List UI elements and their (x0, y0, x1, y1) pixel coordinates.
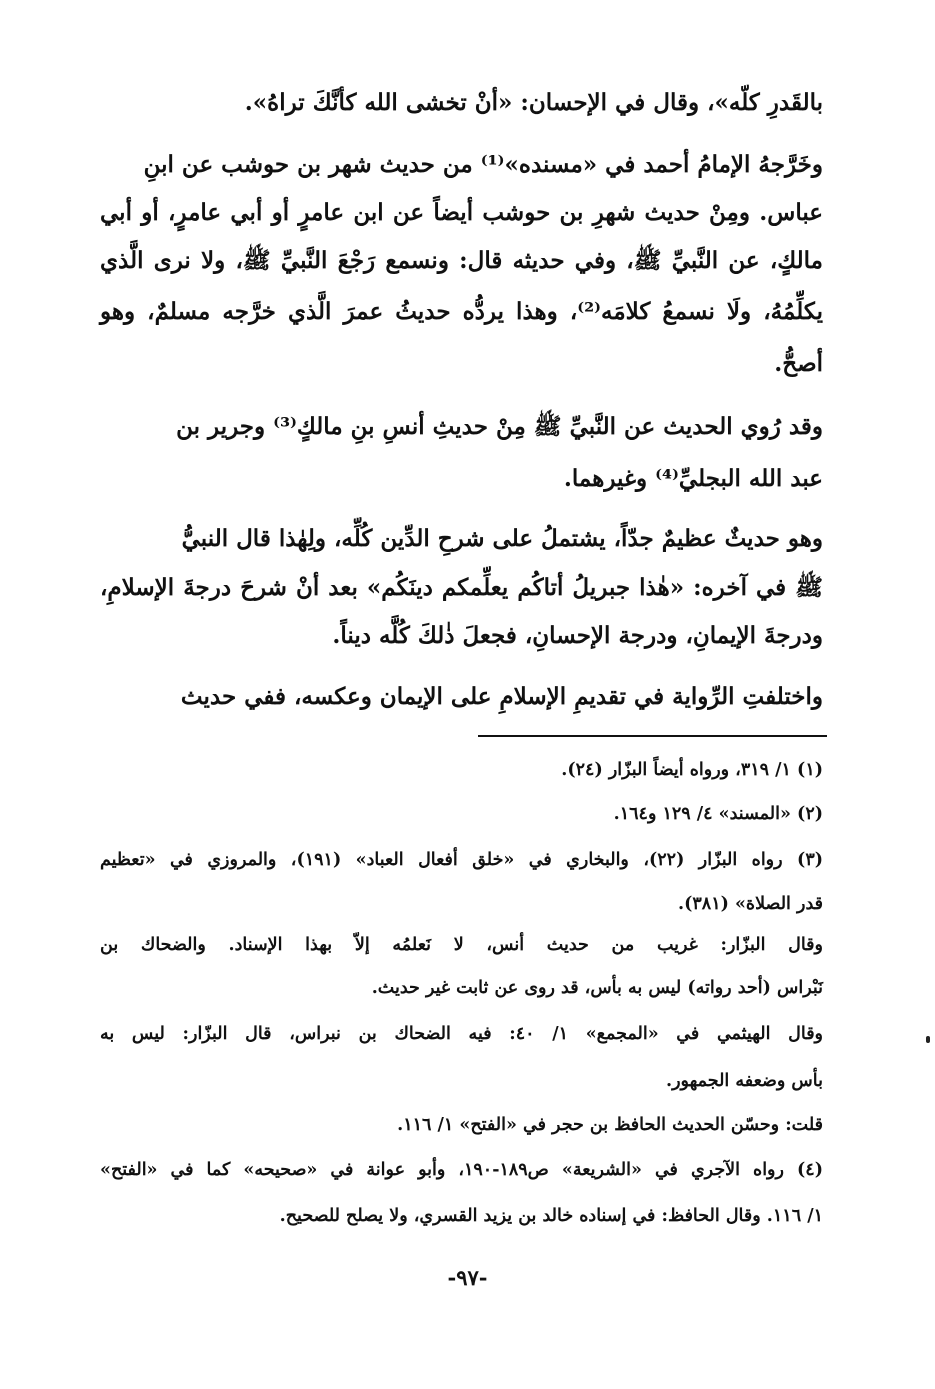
body-line: عبد الله البجليِّ⁽⁴⁾ وغيرهما. (563, 465, 823, 492)
body-line: عباس. ومِنْ حديث شهرِ بن حوشب أيضاً عن ابن عامرٍ أو أبي عامرٍ، أو أبي (100, 199, 823, 226)
footnote-line: (١) ١/ ٣١٩، ورواه أيضاً البزّار (٢٤). (561, 760, 823, 780)
footnote-line: (٣) رواه البزّار (٢٢)، والبخاري في «خلق أفعال العباد» (١٩١)، والمروزي في «تعظيم (100, 850, 823, 870)
body-line: واختلفتِ الرِّواية في تقديمِ الإسلامِ على الإيمان وعكسه، ففي حديث (180, 683, 823, 710)
body-line: مالكٍ، عن النَّبيِّ ﷺ، وفي حديثه قال: ونسمع رَجْعَ النَّبيِّ ﷺ، ولا نرى الَّذي (100, 247, 823, 274)
body-line: وخَرَّجهُ الإمامُ أحمد في «مسنده»⁽¹⁾ من حديث شهر بن حوشب عن ابنِ (143, 151, 823, 178)
body-line: بالقَدرِ كلّه»، وقال في الإحسان: «أنْ تخشى الله كأنَّكَ تراهُ». (244, 89, 823, 116)
footnote-line: بأس وضعفه الجمهور. (666, 1071, 823, 1091)
footnote-line: وقال الهيثمي في «المجمع» ١/ ٤٠: فيه الضحاك بن نبراس، قال البزّار: ليس به (100, 1024, 824, 1044)
body-line: وهو حديثٌ عظيمٌ جدّاً، يشتملُ على شرحِ الدِّين كُلِّه، ولِهٰذا قال النبيُّ (181, 525, 823, 552)
page-number: -٩٧- (447, 1265, 488, 1290)
body-line: ﷺ في آخره: «هٰذا جبريلُ أتاكُم يعلِّمكم دينَكُم» بعد أنْ شرحَ درجةَ الإسلامِ، (100, 574, 823, 601)
scan-speck (926, 1036, 930, 1043)
footnote-separator (478, 735, 827, 737)
footnote-line: وقال البزّار: غريب من حديث أنس، لا نَعلمُه إلاّ بهذا الإسناد. والضحاك بن (100, 935, 823, 955)
footnote-line: (٢) «المسند» ٤/ ١٢٩ و١٦٤. (613, 804, 823, 824)
footnote-line: ١/ ١١٦. وقال الحافظ: في إسناده خالد بن يزيد القسري، ولا يصلح للصحيح. (279, 1206, 823, 1226)
body-line: ودرجةَ الإيمانِ، ودرجة الإحسانِ، فجعلَ ذٰلكَ كُلَّه ديناً. (332, 622, 823, 649)
body-line: أصحُّ. (774, 350, 823, 377)
body-line: وقد رُوي الحديث عن النَّبيِّ ﷺ مِنْ حديثِ أنسِ بنِ مالكٍ⁽³⁾ وجرير بن (176, 413, 823, 440)
body-line: يكلِّمُهُ، ولَا نسمعُ كلامَه⁽²⁾، وهذا يردُّه حديثُ عمرَ الَّذي خرَّجه مسلمٌ، وهو (100, 298, 823, 325)
footnote-line: قلت: وحسّن الحديث الحافظ بن حجر في «الفتح» ١/ ١١٦. (397, 1115, 823, 1135)
footnote-line: (٤) رواه الآجري في «الشريعة» ص١٨٩-١٩٠، وأبو عوانة في «صحيحه» كما في «الفتح» (100, 1160, 823, 1180)
footnote-line: قدر الصلاة» (٣٨١). (678, 894, 823, 914)
footnote-line: نَبْراس (أحد رواته) ليس به بأس، قد روى عن ثابت غير حديث. (371, 978, 823, 998)
